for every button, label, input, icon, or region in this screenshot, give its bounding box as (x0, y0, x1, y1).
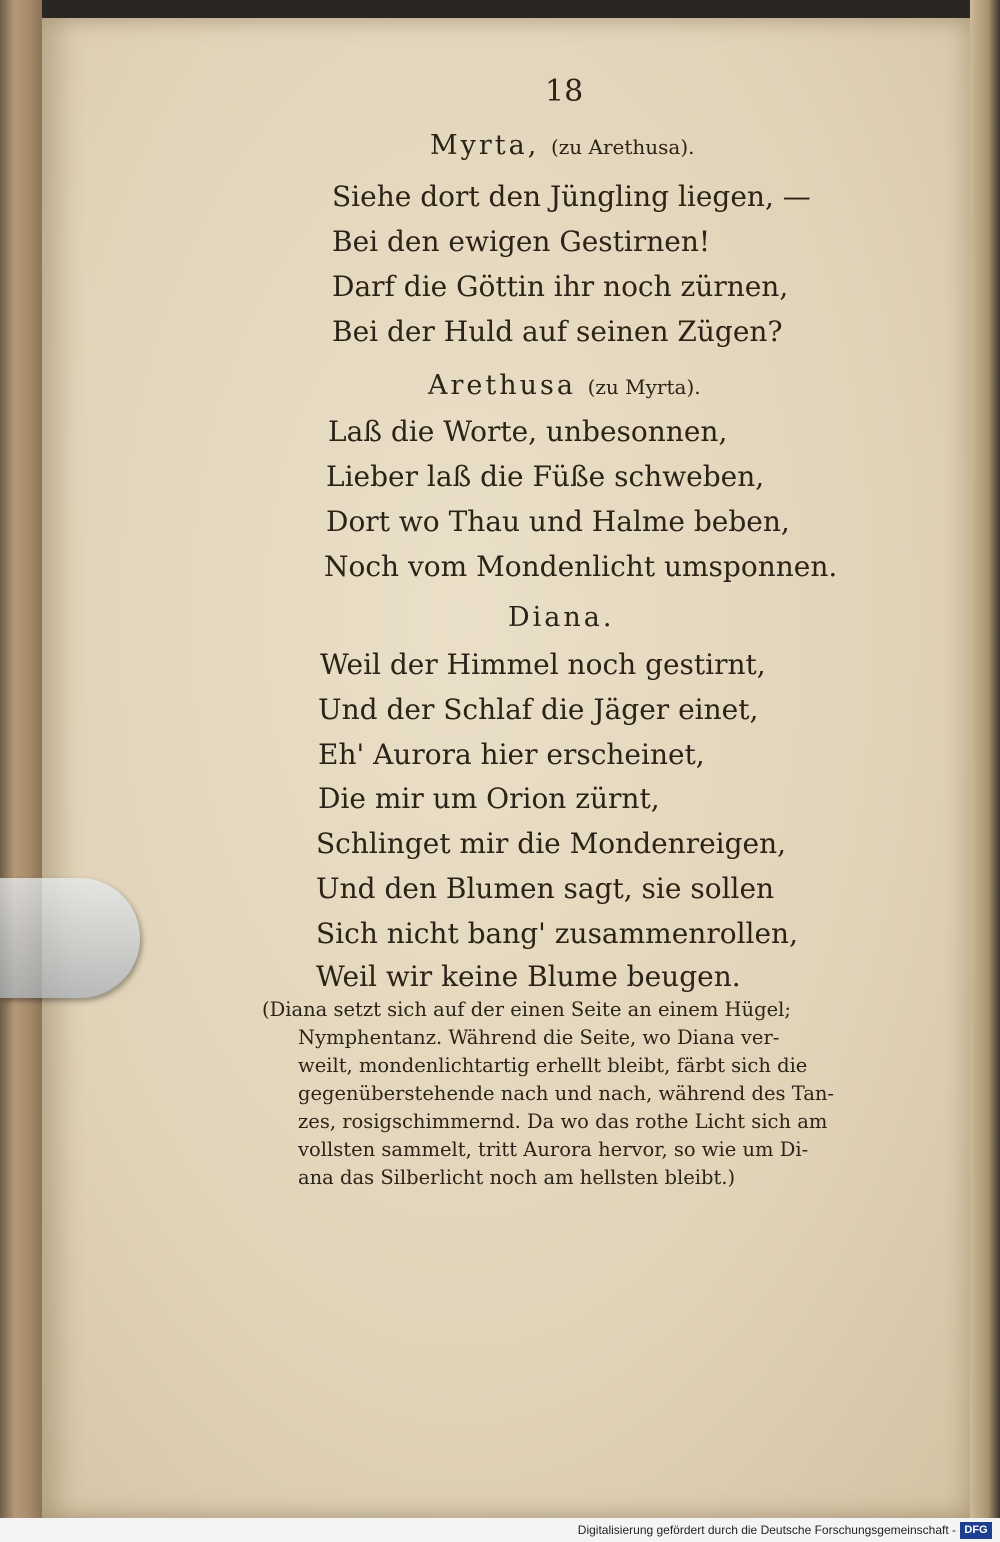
stage-direction-line: Nymphentanz. Während die Seite, wo Diana ver- (298, 1026, 780, 1049)
verse-line: Darf die Göttin ihr noch zürnen, (332, 270, 789, 303)
page-number: 18 (545, 74, 584, 109)
speaker-heading-arethusa (428, 370, 701, 401)
speaker-name: Diana. (508, 602, 615, 633)
verse-line: Schlinget mir die Mondenreigen, (316, 827, 787, 860)
speaker-heading-diana (508, 602, 614, 633)
stage-direction-line: weilt, mondenlichtartig erhellt bleibt, färbt sich die (298, 1054, 808, 1077)
speaker-aside: (zu Myrta). (587, 375, 701, 399)
digitization-credit: Digitalisierung gefördert durch die Deutsche Forschungsgemeinschaft - (577, 1523, 956, 1537)
verse-line: Eh' Aurora hier erscheinet, (318, 738, 705, 771)
stage-direction-line: vollsten sammelt, tritt Aurora hervor, so wie um Di- (298, 1138, 809, 1161)
verse-line: Siehe dort den Jüngling liegen, — (332, 180, 811, 213)
speaker-name: Arethusa (428, 370, 576, 401)
verse-line: Noch vom Mondenlicht umsponnen. (324, 550, 838, 583)
speaker-name: Myrta, (430, 130, 540, 161)
stage-direction-line: gegenüberstehende nach und nach, während des Tan- (298, 1082, 834, 1105)
stage-direction-line: ana das Silberlicht noch am hellsten bleibt.) (298, 1166, 736, 1189)
verse-line: Bei der Huld auf seinen Zügen? (332, 315, 783, 348)
verse-line: Dort wo Thau und Halme beben, (326, 505, 790, 538)
book-spine-edge (0, 0, 42, 1520)
verse-line: Bei den ewigen Gestirnen! (332, 225, 711, 258)
dfg-logo: DFG (960, 1522, 992, 1539)
stage-direction-line: (Diana setzt sich auf der einen Seite an einem Hügel; (262, 998, 791, 1021)
verse-line: Laß die Worte, unbesonnen, (328, 415, 728, 448)
stage-direction (262, 996, 832, 1192)
speaker-heading-myrta (430, 130, 695, 161)
stage-direction-line: zes, rosigschimmernd. Da wo das rothe Licht sich am (298, 1110, 828, 1133)
verse-line: Die mir um Orion zürnt, (318, 782, 660, 815)
speaker-aside: (zu Arethusa). (550, 135, 695, 159)
footer-bar (0, 1518, 1000, 1542)
verse-line: Und den Blumen sagt, sie sollen (316, 872, 775, 905)
facing-page-edge (970, 0, 1000, 1520)
verse-line: Und der Schlaf die Jäger einet, (318, 693, 759, 726)
verse-line: Weil wir keine Blume beugen. (316, 960, 741, 993)
page-clip (0, 878, 140, 998)
verse-line: Lieber laß die Füße schweben, (326, 460, 765, 493)
verse-line: Weil der Himmel noch gestirnt, (320, 648, 766, 681)
verse-line: Sich nicht bang' zusammenrollen, (316, 917, 798, 950)
